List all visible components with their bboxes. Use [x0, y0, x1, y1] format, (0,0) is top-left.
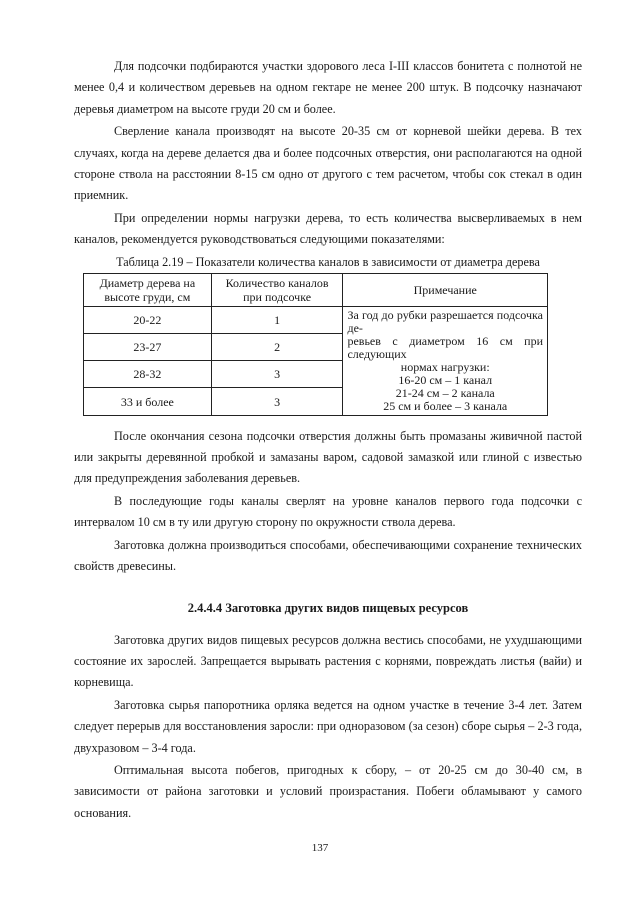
paragraph: Сверление канала производят на высоте 20-35 см от корневой шейки дерева. В тех случаях, когда на дереве делается два и более подсочных отверстия, они располагаются на одной стороне ствола на расстоянии 8-15 см одно от другого с тем расчетом, чтобы сок стекал в один приемник.	[74, 124, 582, 203]
paragraph: При определении нормы нагрузки дерева, то есть количества высверливаемых в нем каналов, рекомендуется руководствоваться следующими показателями:	[74, 210, 582, 247]
table-header-row	[84, 273, 548, 306]
paragraph: Оптимальная высота побегов, пригодных к сбору, – от 20-25 см до 30-40 см, в зависимости от района заготовки и условий произрастания. Побеги обламывают у самого основания.	[74, 762, 582, 820]
section-heading: 2.4.4.4 Заготовка других видов пищевых ресурсов	[187, 600, 469, 615]
paragraph: Заготовка сырья папоротника орляка ведется на одном участке в течение 3-4 лет. Затем следует перерыв для восстановления заросли: при одноразовом (за сезон) сборе сырья – 2-3 года, двухразовом – 3-4 года.	[74, 697, 582, 755]
cell-channels: 2	[211, 333, 343, 360]
cell-channels: 3	[211, 388, 343, 415]
note-line: нормах нагрузки:	[400, 359, 490, 374]
note-line: ревьев с диаметром 16 см при следующих	[347, 333, 543, 361]
table-row	[84, 306, 548, 333]
header-note: Примечание	[343, 273, 548, 306]
page-number: 137	[311, 842, 329, 854]
note-line: 21-24 см – 2 канала	[395, 385, 495, 400]
note-line: 16-20 см – 1 канал	[398, 372, 493, 387]
cell-diameter: 23-27	[84, 333, 212, 360]
channels-table	[83, 273, 548, 416]
cell-note	[343, 306, 548, 415]
paragraph: Заготовка других видов пищевых ресурсов должна вестись способами, не ухудшающими состояние их зарослей. Запрещается вырывать растения с корнями, повреждать листья (вайи) и корневища.	[74, 632, 582, 690]
note-line: За год до рубки разрешается подсочка де-	[347, 307, 543, 335]
paragraph: Заготовка должна производиться способами, обеспечивающими сохранение технических свойств древесины.	[74, 537, 582, 574]
paragraph: После окончания сезона подсочки отверстия должны быть промазаны живичной пастой или закрыты деревянной пробкой и замазаны варом, садовой замазкой или глиной с известью для предупреждения заболевания деревьев.	[74, 428, 582, 486]
cell-diameter: 33 и более	[84, 388, 212, 415]
cell-channels: 1	[211, 306, 343, 333]
paragraph: Для подсочки подбираются участки здорового леса I-III классов бонитета с полнотой не менее 0,4 и количеством деревьев на одном гектаре не менее 200 штук. В подсочку назначают деревья диаметром на высоте груди 20 см и более.	[74, 59, 582, 116]
header-channels: Количество каналов при подсочке	[211, 273, 343, 306]
note-line: 25 см и более – 3 канала	[383, 398, 508, 413]
document-page	[74, 56, 582, 825]
header-diameter: Диаметр дерева на высоте груди, см	[84, 273, 212, 306]
paragraph: В последующие годы каналы сверлят на уровне каналов первого года подсочки с интервалом 10 см в ту или другую сторону по окружности ствола дерева.	[74, 493, 582, 530]
cell-diameter: 20-22	[84, 306, 212, 333]
table-caption: Таблица 2.19 – Показатели количества каналов в зависимости от диаметра дерева	[116, 254, 540, 269]
cell-diameter: 28-32	[84, 361, 212, 388]
cell-channels: 3	[211, 361, 343, 388]
